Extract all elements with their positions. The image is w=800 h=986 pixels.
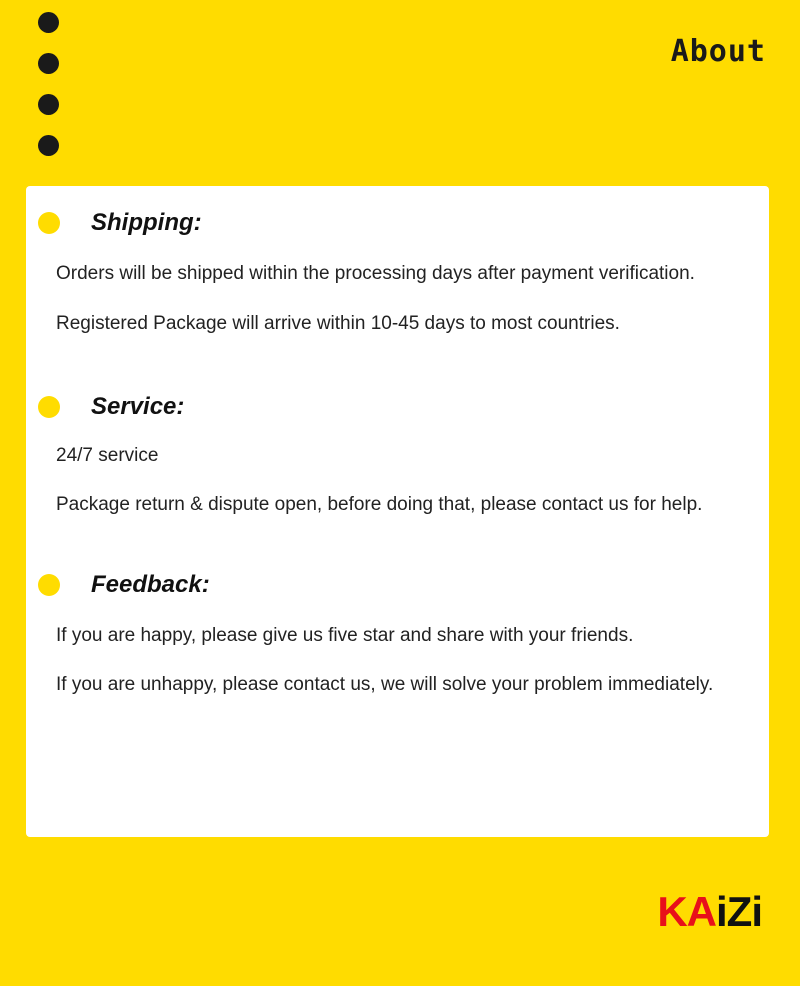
section-text: 24/7 service [56, 445, 159, 466]
section-header [26, 390, 769, 424]
binder-hole [38, 12, 59, 33]
bullet-icon [38, 396, 60, 418]
service-section [26, 390, 769, 515]
section-heading: Service: [91, 393, 185, 420]
section-heading: Shipping: [91, 209, 202, 236]
section-text: Registered Package will arrive within 10-45 days to most countries. [56, 313, 620, 334]
binder-hole [38, 135, 59, 156]
section-header [26, 206, 769, 240]
binder-hole [38, 53, 59, 74]
bullet-icon [38, 212, 60, 234]
bullet-icon [38, 574, 60, 596]
binder-hole [38, 94, 59, 115]
binder-holes [38, 12, 59, 176]
brand-logo: KAiZi [657, 888, 762, 935]
section-text: Orders will be shipped within the processing days after payment verification. [56, 263, 695, 284]
section-text: Package return & dispute open, before doing that, please contact us for help. [56, 494, 703, 515]
page-title: About [670, 34, 766, 69]
section-text: If you are happy, please give us five star and share with your friends. [56, 625, 634, 646]
info-card [26, 186, 769, 837]
feedback-section [26, 568, 769, 695]
section-text: If you are unhappy, please contact us, we will solve your problem immediately. [56, 674, 714, 695]
shipping-section [26, 206, 769, 334]
section-heading: Feedback: [91, 571, 210, 598]
section-header [26, 568, 769, 602]
